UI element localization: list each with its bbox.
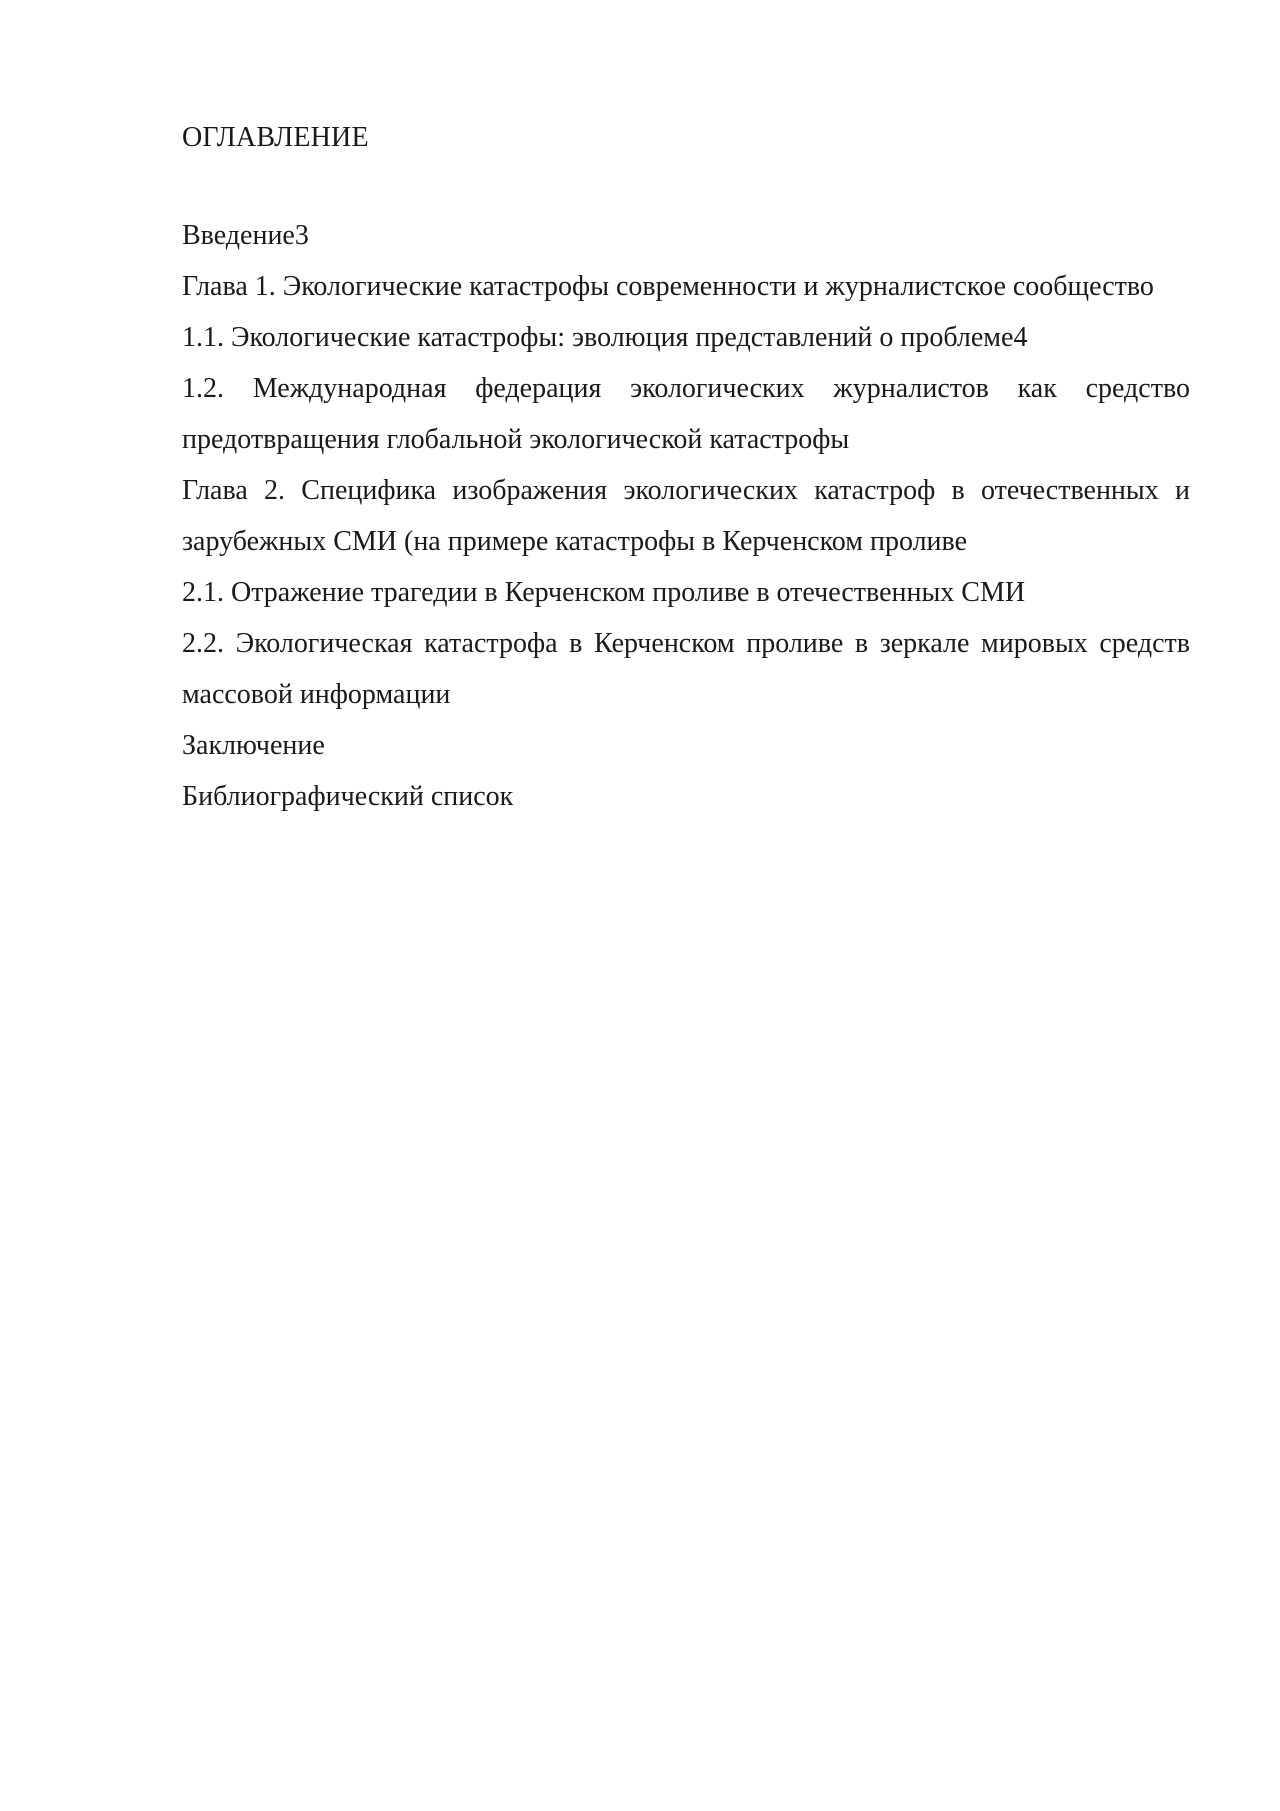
toc-entry-label: Глава 2. Специфика изображения экологических катастроф в отечественных и зарубежных СМИ (на примере катастрофы в Керченском проливе bbox=[182, 475, 1190, 557]
toc-entry-label: 2.2. Экологическая катастрофа в Керченском проливе в зеркале мировых средств массовой информации bbox=[182, 628, 1190, 710]
toc-entry-label: Введение bbox=[182, 220, 295, 251]
toc-entry-label: Заключение bbox=[182, 730, 325, 761]
toc-entry-page-number: 3 bbox=[294, 220, 309, 251]
toc-entry-chapter-1 bbox=[182, 261, 1190, 312]
toc-entry-bibliography bbox=[182, 771, 1190, 822]
toc-entry-section-2-2 bbox=[182, 618, 1190, 720]
toc-entry-section-1-1 bbox=[182, 312, 1190, 363]
toc-list bbox=[182, 210, 1190, 822]
toc-entry-chapter-2 bbox=[182, 465, 1190, 567]
toc-entry-label: 1.1. Экологические катастрофы: эволюция представлений о проблеме bbox=[182, 322, 1014, 353]
toc-entry-introduction bbox=[182, 210, 1190, 261]
toc-entry-section-2-1 bbox=[182, 567, 1190, 618]
toc-entry-label: Глава 1. Экологические катастрофы современности и журналистское сообщество bbox=[182, 271, 1154, 302]
toc-entry-conclusion bbox=[182, 720, 1190, 771]
toc-entry-label: 2.1. Отражение трагедии в Керченском проливе в отечественных СМИ bbox=[182, 577, 1026, 608]
toc-entry-label: Библиографический список bbox=[182, 781, 514, 812]
toc-entry-page-number: 4 bbox=[1013, 322, 1028, 353]
toc-entry-label: 1.2. Международная федерация экологических журналистов как средство предотвращения глобальной экологической катастрофы bbox=[182, 373, 1190, 455]
toc-title: ОГЛАВЛЕНИЕ bbox=[182, 122, 369, 153]
toc-entry-section-1-2 bbox=[182, 363, 1190, 465]
